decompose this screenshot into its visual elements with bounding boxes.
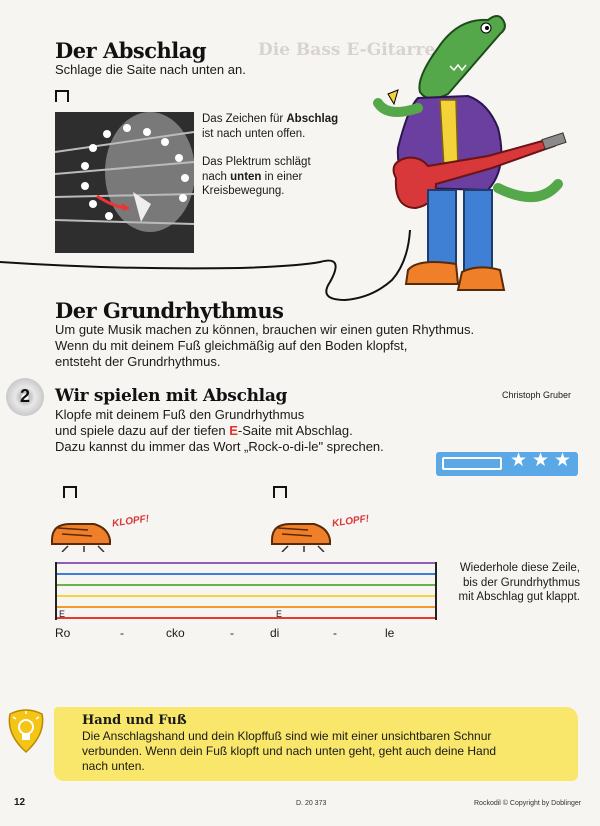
lyric-syllable: le: [385, 626, 395, 640]
para2-pre: Das Plektrum schlägt: [202, 156, 311, 168]
crocodile-guitarist-illustration: [358, 8, 580, 308]
edition-number: D. 20 373: [296, 800, 327, 807]
para1-post: ist nach unten offen.: [202, 127, 306, 140]
section-subtitle: Schlage die Saite nach unten an.: [55, 62, 246, 77]
tip-line3: nach unten.: [82, 759, 145, 773]
tip-lightbulb-icon: [6, 708, 46, 754]
para1-bold: Abschlag: [286, 113, 339, 125]
lyric-hyphen: -: [120, 626, 124, 640]
section-title-grundrhythmus: Der Grundrhythmus: [55, 298, 284, 323]
tip-text: [82, 729, 572, 774]
string-label-e: E: [59, 609, 66, 619]
track-number: 2: [19, 386, 30, 406]
string-line: [57, 562, 435, 564]
exercise-line3: Dazu kannst du immer das Wort „Rock-o-di-le" sprechen.: [55, 439, 384, 454]
tip-line1: Die Anschlagshand und dein Klopffuß sind wie mit einer unsichtbaren Schnur: [82, 729, 492, 743]
tab-staff: [55, 562, 437, 620]
ghost-heading: Die Bass E-Gitarre: [258, 40, 436, 60]
composer: Christoph Gruber: [502, 390, 572, 400]
grundrhythmus-line1: Um gute Musik machen zu können, brauchen wir einen guten Rhythmus.: [55, 322, 475, 337]
downstroke-symbol-icon: [273, 486, 287, 498]
star-icon: ★: [532, 450, 550, 471]
page-number: 12: [14, 797, 26, 808]
repeat-line2: bis der Grundrhythmus: [463, 576, 580, 589]
para2-bold: unten: [230, 170, 262, 183]
difficulty-badge: [436, 452, 578, 476]
para2-post: Kreisbewegung.: [202, 185, 285, 197]
para1-pre: Das Zeichen für: [202, 113, 287, 125]
exercise-line1: Klopfe mit deinem Fuß den Grundrhythmus: [55, 407, 305, 422]
string-line: [57, 595, 435, 597]
exercise-text: [55, 407, 384, 455]
repeat-instruction: [440, 561, 580, 605]
cd-track-icon: [6, 378, 44, 416]
lyric-syllable: di: [270, 626, 280, 640]
exercise-line2-pre: und spiele dazu auf der tiefen: [55, 423, 230, 438]
knock-text: KLOPF!: [331, 513, 370, 530]
lyric-hyphen: -: [230, 626, 234, 640]
tip-title: Hand und Fuß: [82, 713, 187, 728]
string-line: [57, 606, 435, 608]
exercise-title: Wir spielen mit Abschlag: [55, 386, 288, 406]
grundrhythmus-line2: Wenn du mit deinem Fuß gleichmäßig auf den Boden klopfst,: [55, 338, 408, 353]
string-line: [57, 584, 435, 586]
lyric-syllable: cko: [166, 626, 185, 640]
tip-line2: verbunden. Wenn dein Fuß klopft und nach unten geht, geht auch deine Hand: [82, 744, 497, 758]
exercise-line2-post: -Saite mit Abschlag.: [237, 423, 353, 438]
para2-mid-pre: nach: [202, 170, 231, 183]
star-icon: ★: [510, 450, 528, 471]
repeat-line3: mit Abschlag gut klappt.: [458, 591, 580, 603]
e-string-label: E: [229, 423, 238, 438]
difficulty-bar: [442, 457, 502, 470]
downstroke-symbol-icon: [63, 486, 77, 498]
repeat-line1: Wiederhole diese Zeile,: [459, 562, 580, 574]
grundrhythmus-line3: entsteht der Grundrhythmus.: [55, 354, 221, 369]
copyright-notice: Rockodil © Copyright by Doblinger: [474, 800, 582, 807]
para2-mid-post: in einer: [261, 170, 303, 183]
section-title-abschlag: Der Abschlag: [55, 38, 207, 63]
knock-text: KLOPF!: [111, 513, 150, 530]
lyric-syllable: Ro: [55, 626, 71, 640]
string-label-e: E: [276, 609, 283, 619]
star-icon: ★: [554, 450, 572, 471]
string-line: [57, 617, 435, 619]
grundrhythmus-text: [55, 322, 474, 370]
lyric-hyphen: -: [333, 626, 337, 640]
string-line: [57, 573, 435, 575]
tip-box: [54, 707, 578, 781]
